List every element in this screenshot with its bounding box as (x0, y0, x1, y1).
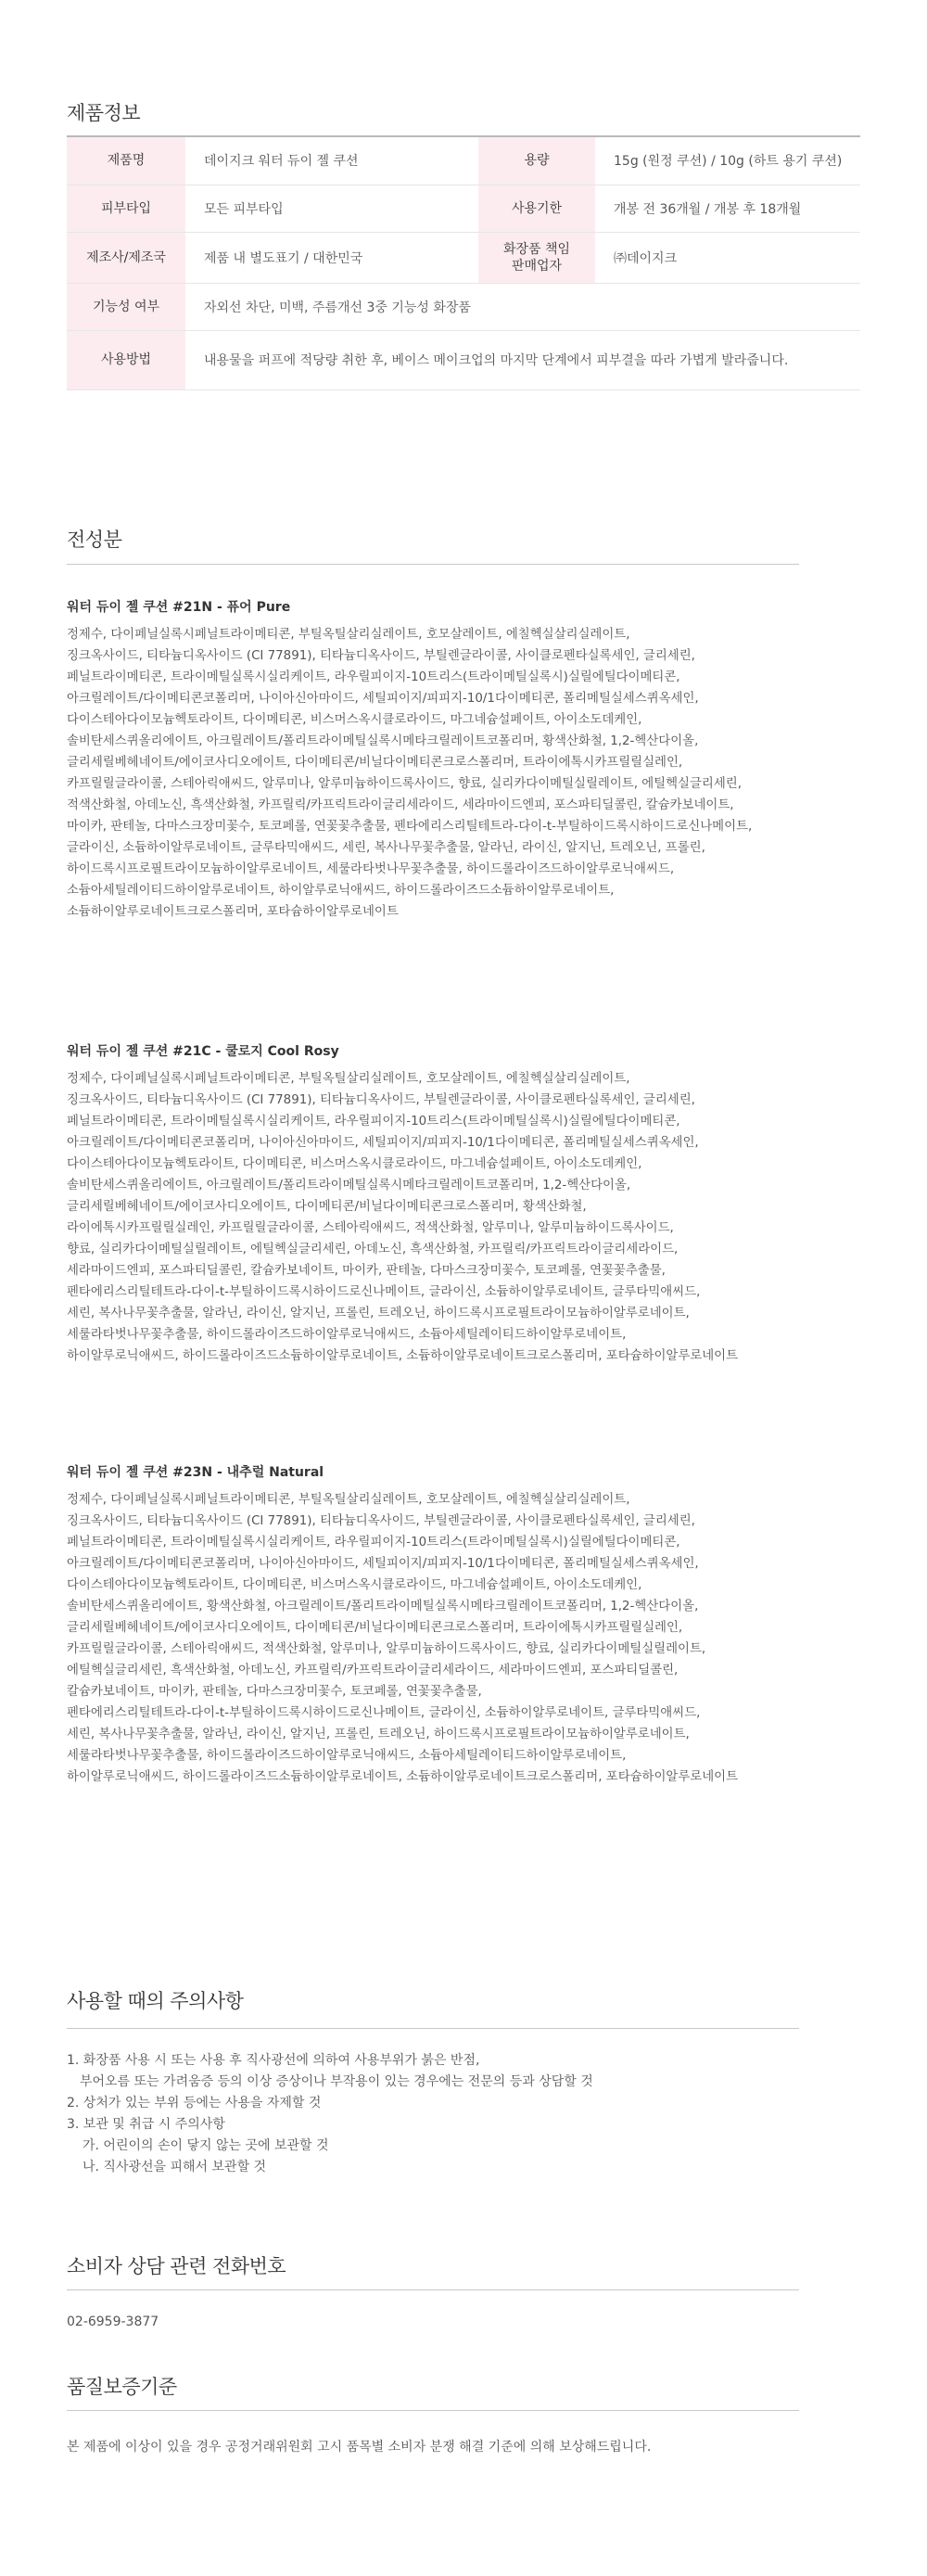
ingredient-text: 정제수, 다이페닐실록시페닐트라이메티콘, 부틸옥틸살리실레이트, 호모살레이트, 에칠헥실살리실레이트, 징크옥사이드, 티타늄디옥사이드 (CI 77891), 티타늄디옥사이드, 부틸렌글라이콜, 사이클로펜타실록세인, 글리세린, 페닐트라이메티콘, 트라이메틸실록시실리케이트, 라우릴피이지-10트리스(트라이메틸실록시)실릴에틸다이메티콘, 아크릴레이트/다이메티콘코폴리머, 나이아신아마이드, 세틸피이지/피피지-10/1다이메티콘, 폴리메틸실세스퀴옥세인, 다이스테아다이모늄헥토라이트, 다이메티콘, 비스머스옥시클로라이드, 마그네슘설페이트, 아이소도데케인, 솔비탄세스퀴올리에이트, 황색산화철, 아크릴레이트/폴리트라이메틸실록시메타크릴레이트코폴리머, 1,2-헥산다이올, 글리세릴베헤네이트/에이코사디오에이트, 다이메티콘/비닐다이메티콘크로스폴리머, 트라이에톡시카프릴릴실레인, 카프릴릴글라이콜, 스테아릭애씨드, 적색산화철, 알루미나, 알루미늄하이드록사이드, 향료, 실리카다이메틸실릴레이트, 에틸헥실글리세린, 흑색산화철, 아데노신, 카프릴릭/카프릭트라이글리세라이드, 세라마이드엔피, 포스파티딜콜린, 칼슘카보네이트, 마이카, 판테놀, 다마스크장미꽃수, 토코페롤, 연꽃꽃추출물, 펜타에리스리틸테트라-다이-t-부틸하이드록시하이드로신나메이트, 글라이신, 소듐하이알루로네이트, 글루타믹애씨드, 세린, 복사나무꽃추출물, 알라닌, 라이신, 알지닌, 프롤린, 트레오닌, 하이드록시프로필트라이모늄하이알루로네이트, 세룰라타벗나무꽃추출물, 하이드롤라이즈드하이알루로닉애씨드, 소듐아세틸레이티드하이알루로네이트, 하이알루로닉애씨드, 하이드롤라이즈드소듐하이알루로네이트, 소듐하이알루로네이트크로스폴리머, 포타슘하이알루로네이트 (67, 1493, 739, 1784)
ingredient-block-21n (67, 598, 808, 923)
consumer-divider (67, 2289, 799, 2290)
function-value: 자외선 차단, 미백, 주름개선 3중 기능성 화장품 (185, 283, 860, 330)
consumer-title: 소비자 상담 관련 전화번호 (67, 2255, 286, 2277)
table-row (67, 137, 860, 185)
expiry-value: 개봉 전 36개월 / 개봉 후 18개월 (595, 185, 860, 232)
caution-line: 1. 화장품 사용 시 또는 사용 후 직사광선에 의하여 사용부위가 붉은 반점, (67, 2053, 480, 2068)
ingredient-text: 정제수, 다이페닐실록시페닐트라이메티콘, 부틸옥틸살리실레이트, 호모살레이트, 에칠헥실살리실레이트, 징크옥사이드, 티타늄디옥사이드 (CI 77891), 티타늄디옥사이드, 부틸렌글라이콜, 사이클로펜타실록세인, 글리세린, 페닐트라이메티콘, 트라이메틸실록시실리케이트, 라우릴피이지-10트리스(트라이메틸실록시)실릴에틸다이메티콘, 아크릴레이트/다이메티콘코폴리머, 나이아신아마이드, 세틸피이지/피피지-10/1다이메티콘, 폴리메틸실세스퀴옥세인, 다이스테아다이모늄헥토라이트, 다이메티콘, 비스머스옥시클로라이드, 마그네슘설페이트, 아이소도데케인, 솔비탄세스퀴올리에이트, 아크릴레이트/폴리트라이메틸실록시메타크릴레이트코폴리머, 황색산화철, 1,2-헥산다이올, 글리세릴베헤네이트/에이코사디오에이트, 다이메티콘/비닐다이메티콘크로스폴리머, 트라이에톡시카프릴릴실레인, 카프릴릴글라이콜, 스테아릭애씨드, 알루미나, 알루미늄하이드록사이드, 향료, 실리카다이메틸실릴레이트, 에틸헥실글리세린, 적색산화철, 아데노신, 흑색산화철, 카프릴릭/카프릭트라이글리세라이드, 세라마이드엔피, 포스파티딜콜린, 칼슘카보네이트, 마이카, 판테놀, 다마스크장미꽃수, 토코페롤, 연꽃꽃추출물, 펜타에리스리틸테트라-다이-t-부틸하이드록시하이드로신나메이트, 글라이신, 소듐하이알루로네이트, 글루타믹애씨드, 세린, 복사나무꽃추출물, 알라닌, 라이신, 알지닌, 트레오닌, 프롤린, 하이드록시프로필트라이모늄하이알루로네이트, 세룰라타벗나무꽃추출물, 하이드롤라이즈드하이알루로닉애씨드, 소듐아세틸레이티드하이알루로네이트, 하이알루로닉애씨드, 하이드롤라이즈드소듐하이알루로네이트, 소듐하이알루로네이트크로스폴리머, 포타슘하이알루로네이트 (67, 628, 753, 919)
ingredients-title: 전성분 (67, 529, 122, 551)
ingredient-name: 워터 듀이 젤 쿠션 #21N - 퓨어 Pure (67, 600, 291, 615)
seller-label-text: 화장품 책임판매업자 (502, 241, 571, 274)
usage-value: 내용물을 퍼프에 적당량 취한 후, 베이스 메이크업의 마지막 단계에서 피부결을 따라 가볍게 발라줍니다. (185, 330, 860, 389)
table-row (67, 232, 860, 283)
ingredient-block-21c (67, 1042, 808, 1367)
product-name-label: 제품명 (67, 137, 185, 185)
table-row (67, 185, 860, 232)
usage-label: 사용방법 (67, 330, 185, 389)
expiry-label: 사용기한 (478, 185, 595, 232)
product-info-table (67, 137, 860, 390)
ingredients-divider (67, 564, 799, 565)
ingredient-name: 워터 듀이 젤 쿠션 #23N - 내추럴 Natural (67, 1465, 324, 1480)
quality-title: 품질보증기준 (67, 2376, 177, 2398)
manufacturer-value: 제품 내 별도표기 / 대한민국 (185, 232, 478, 283)
volume-value: 15g (원정 쿠션) / 10g (하트 용기 쿠션) (595, 137, 860, 185)
quality-text: 본 제품에 이상이 있을 경우 공정거래위원회 고시 품목별 소비자 분쟁 해결 기준에 의해 보상해드립니다. (67, 2440, 652, 2455)
seller-value: ㈜데이지크 (595, 232, 860, 283)
product-name-value: 데이지크 워터 듀이 젤 쿠션 (185, 137, 478, 185)
skin-type-value: 모든 피부타입 (185, 185, 478, 232)
product-info-title: 제품정보 (67, 102, 141, 124)
ingredient-text: 정제수, 다이페닐실록시페닐트라이메티콘, 부틸옥틸살리실레이트, 호모살레이트, 에칠헥실살리실레이트, 징크옥사이드, 티타늄디옥사이드 (CI 77891), 티타늄디옥사이드, 부틸렌글라이콜, 사이클로펜타실록세인, 글리세린, 페닐트라이메티콘, 트라이메틸실록시실리케이트, 라우릴피이지-10트리스(트라이메틸실록시)실릴에틸다이메티콘, 아크릴레이트/다이메티콘코폴리머, 나이아신아마이드, 세틸피이지/피피지-10/1다이메티콘, 폴리메틸실세스퀴옥세인, 다이스테아다이모늄헥토라이트, 다이메티콘, 비스머스옥시클로라이드, 마그네슘설페이트, 아이소도데케인, 솔비탄세스퀴올리에이트, 아크릴레이트/폴리트라이메틸실록시메타크릴레이트코폴리머, 1,2-헥산다이올, 글리세릴베헤네이트/에이코사디오에이트, 다이메티콘/비닐다이메티콘크로스폴리머, 황색산화철, 라이에톡시카프릴릴실레인, 카프릴릴글라이콜, 스테아릭애씨드, 적색산화철, 알루미나, 알루미늄하이드록사이드, 향료, 실리카다이메틸실릴레이트, 에틸헥실글리세린, 아데노신, 흑색산화철, 카프릴릭/카프릭트라이글리세라이드, 세라마이드엔피, 포스파티딜콜린, 칼슘카보네이트, 마이카, 판테놀, 다마스크장미꽃수, 토코페롤, 연꽃꽃추출물, 펜타에리스리틸테트라-다이-t-부틸하이드록시하이드로신나메이트, 글라이신, 소듐하이알루로네이트, 글루타믹애씨드, 세린, 복사나무꽃추출물, 알라닌, 라이신, 알지닌, 프롤린, 트레오닌, 하이드록시프로필트라이모늄하이알루로네이트, 세룰라타벗나무꽃추출물, 하이드롤라이즈드하이알루로닉애씨드, 소듐아세틸레이티드하이알루로네이트, 하이알루로닉애씨드, 하이드롤라이즈드소듐하이알루로네이트, 소듐하이알루로네이트크로스폴리머, 포타슘하이알루로네이트 (67, 1072, 739, 1363)
manufacturer-label: 제조사/제조국 (67, 232, 185, 283)
table-row (67, 283, 860, 330)
caution-line: 나. 직사광선을 피해서 보관할 것 (83, 2160, 267, 2174)
caution-line: 가. 어린이의 손이 닿지 않는 곳에 보관할 것 (83, 2138, 329, 2153)
cautions-divider (67, 2028, 799, 2029)
caution-line: 2. 상처가 있는 부위 등에는 사용을 자제할 것 (67, 2096, 322, 2111)
table-row (67, 330, 860, 389)
cautions-list (67, 2050, 827, 2178)
cautions-title: 사용할 때의 주의사항 (67, 1990, 244, 2012)
volume-label: 용량 (478, 137, 595, 185)
ingredient-name: 워터 듀이 젤 쿠션 #21C - 쿨로지 Cool Rosy (67, 1044, 339, 1059)
ingredient-block-23n (67, 1463, 808, 1788)
skin-type-label: 피부타입 (67, 185, 185, 232)
seller-label (478, 232, 595, 283)
function-label: 기능성 여부 (67, 283, 185, 330)
phone-number: 02-6959-3877 (67, 2315, 159, 2329)
caution-line: 3. 보관 및 취급 시 주의사항 (67, 2117, 225, 2132)
caution-line: 부어오름 또는 가려움증 등의 이상 증상이나 부작용이 있는 경우에는 전문의 등과 상담할 것 (80, 2074, 593, 2089)
quality-divider (67, 2410, 799, 2411)
